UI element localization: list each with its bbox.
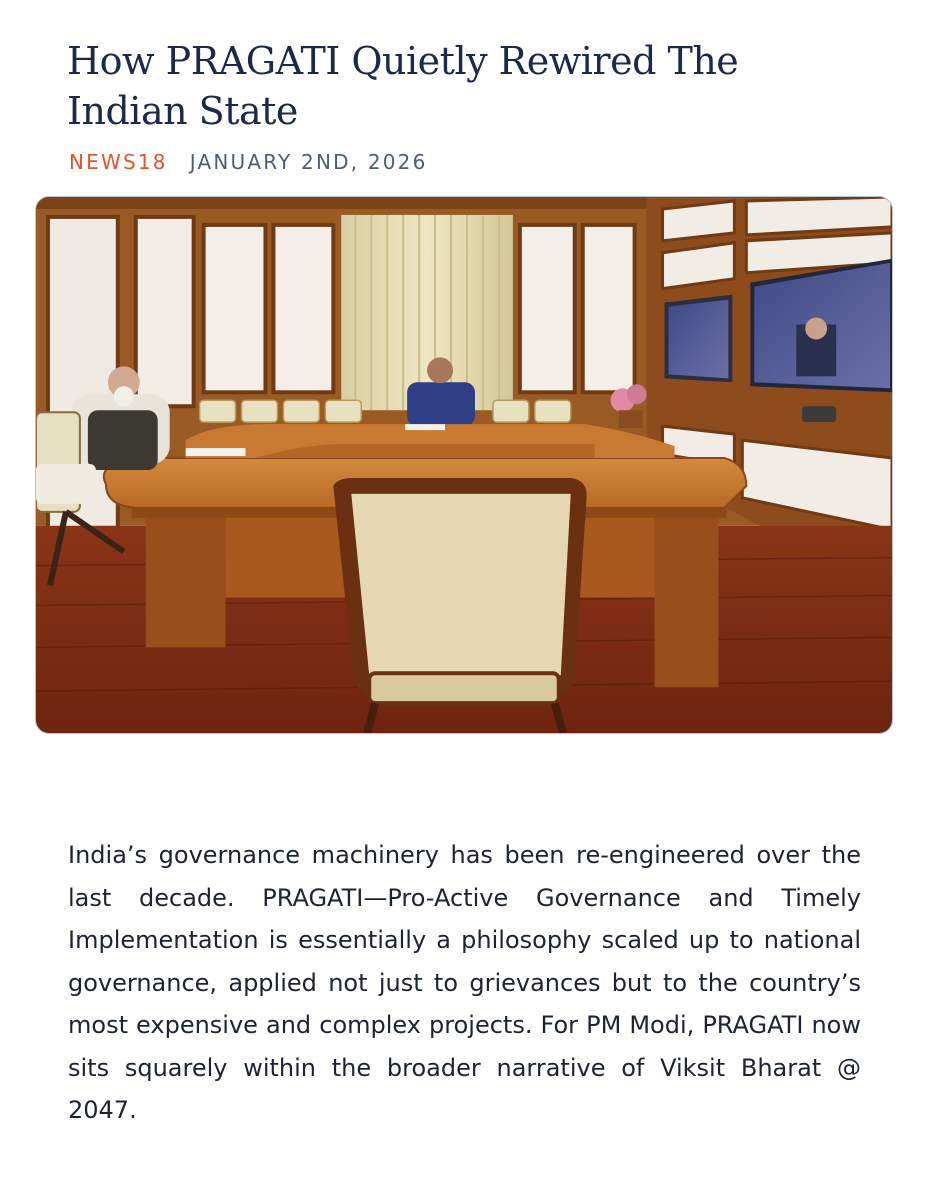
article-title: How PRAGATI Quietly Rewired The Indian State [67, 39, 739, 133]
article-photo [35, 196, 893, 734]
article-meta [69, 148, 428, 176]
meeting-room-illustration [36, 197, 892, 733]
article-source[interactable]: NEWS18 [69, 150, 168, 174]
article-date: JANUARY 2ND, 2026 [189, 150, 428, 174]
article-body: India’s governance machinery has been re-engineered over the last decade. PRAGATI—Pro-Active Governance and Timely Implementation is essentially a philosophy scaled up to national governance, applied not just to grievances but to the country’s most expensive and complex projects. For PM Modi, PRAGATI now sits squarely within the broader narrative of Viksit Bharat @ 2047. [68, 841, 861, 1124]
